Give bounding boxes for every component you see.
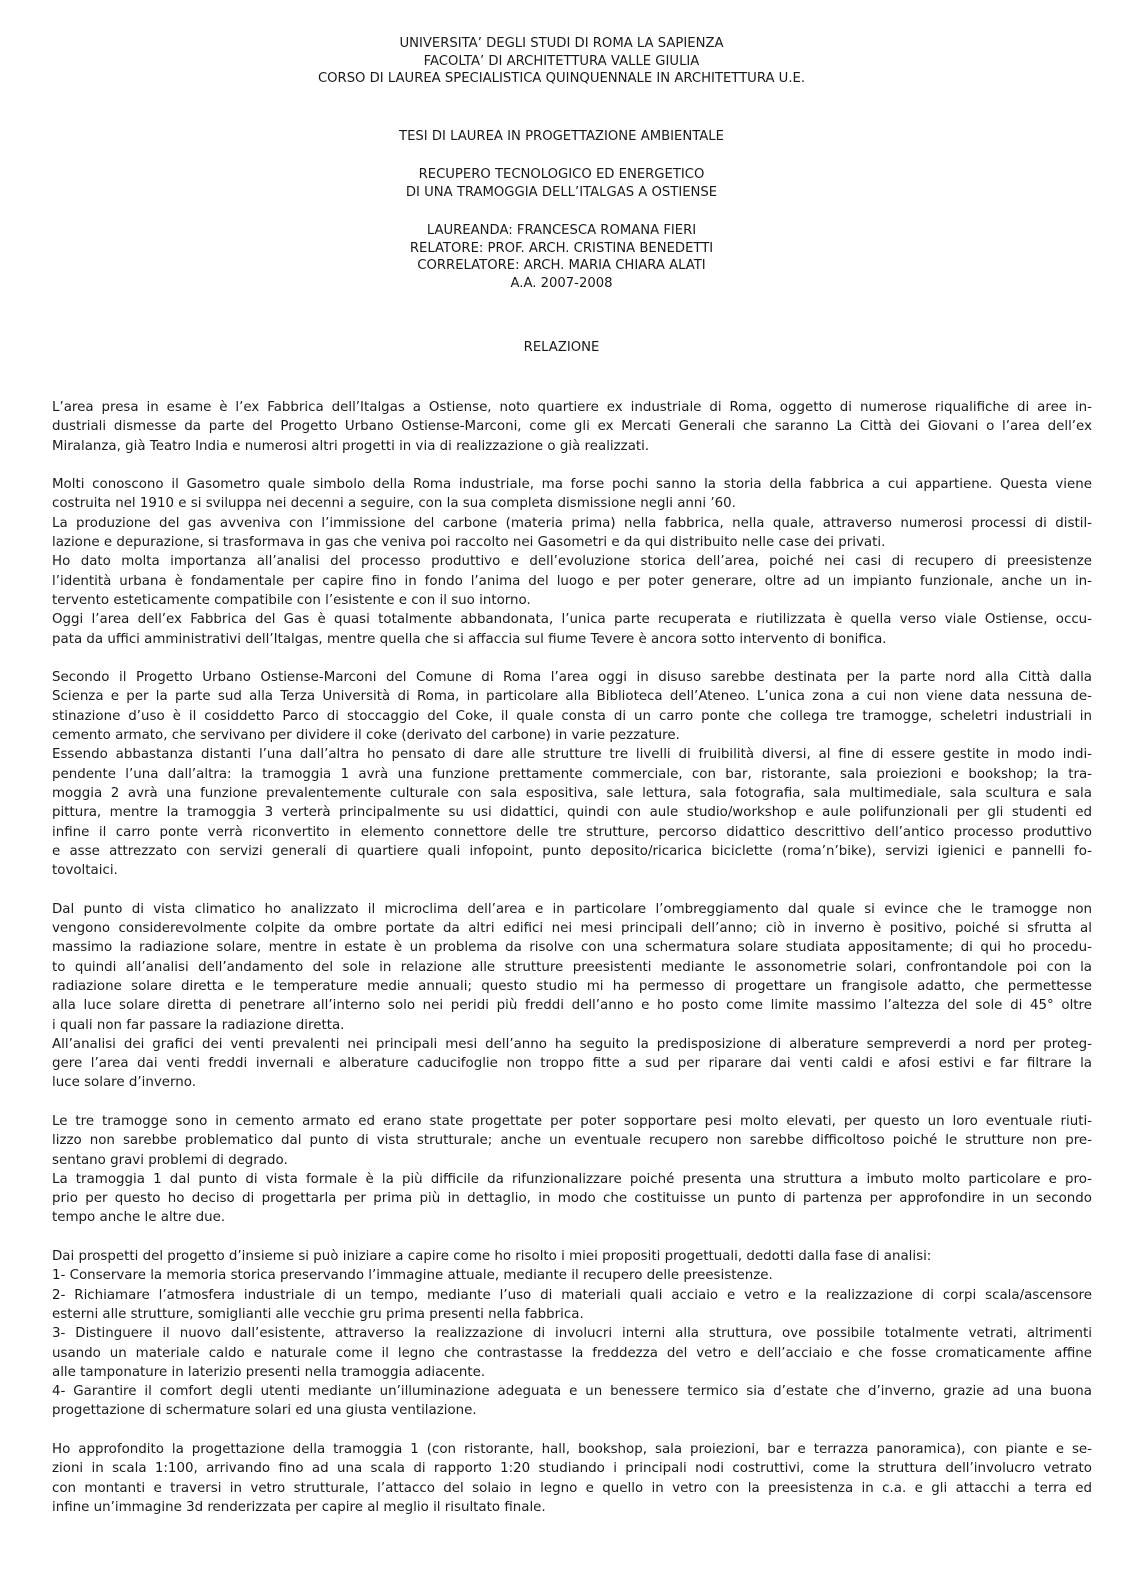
paragraph-line: lizzo non sarebbe problematico dal punto di vista strutturale; anche un eventuale recupero non sarebbe difficoltoso poiché le strutture non pre- xyxy=(52,1133,1092,1149)
paragraph-line: Ho dato molta importanza all’analisi del processo produttivo e dell’evoluzione storica dell’area, poiché nei casi di recupero di preesistenze xyxy=(52,554,1092,570)
report-body xyxy=(52,398,1092,1537)
paragraph xyxy=(52,1247,1092,1421)
paragraph-line: pittura, mentre la tramoggia 3 verterà principalmente su usi didattici, quindi con aule studio/workshop e aule polifunzionali per gli studenti ed xyxy=(52,805,1092,821)
faculty-name: FACOLTA’ DI ARCHITETTURA VALLE GIULIA xyxy=(423,53,700,69)
paragraph-line: infine un’immagine 3d renderizzata per capire al meglio il risultato finale. xyxy=(52,1499,546,1515)
student-name: LAUREANDA: FRANCESCA ROMANA FIERI xyxy=(426,223,697,238)
thesis-type-block xyxy=(0,128,1123,146)
paragraph-line: Ho approfondito la progettazione della tramoggia 1 (con ristorante, hall, bookshop, sala proiezioni, bar e terrazza panoramica), con piante e se- xyxy=(52,1442,1092,1458)
co-supervisor-name: CORRELATORE: ARCH. MARIA CHIARA ALATI xyxy=(417,258,706,273)
paragraph-line: pata da uffici amministrativi dell’Italgas, mentre quella che si affaccia sul fiume Tevere è ancora sotto intervento di bonifica. xyxy=(52,631,887,647)
paragraph-line: stinazione d’uso è il cosiddetto Parco di stoccaggio del Coke, il quale consta di un carro ponte che collega tre tramogge, scheletri industriali in xyxy=(52,708,1092,724)
paragraph-line: Le tre tramogge sono in cemento armato ed erano state progettate per poter sopportare pesi molto elevati, per questo un loro eventuale riuti- xyxy=(52,1113,1092,1129)
thesis-title-block xyxy=(0,166,1123,201)
paragraph xyxy=(52,475,1092,649)
paragraph-line: e asse attrezzato con servizi generali di quartiere quali infopoint, punto deposito/ricarica biciclette (roma’n’bike), servizi igienici e pannelli fo- xyxy=(52,843,1092,859)
paragraph xyxy=(52,900,1092,1093)
paragraph-line: pendente l’una dall’altra: la tramoggia 1 avrà una funzione prettamente commerciale, con bar, ristorante, sala proiezioni e bookshop; la tra- xyxy=(52,766,1092,782)
paragraph-line: i quali non far passare la radiazione diretta. xyxy=(52,1017,345,1033)
paragraph-line: dustriali dismesse da parte del Progetto Urbano Ostiense-Marconi, come gli ex Mercati Generali che saranno La Città dei Giovani o l’area dell’ex xyxy=(52,419,1092,435)
paragraph-line: vengono considerevolmente colpite da ombre portate da altri edifici nei mesi principali dell’anno; ciò in inverno è positivo, poiché si sfrutta al xyxy=(52,921,1092,937)
paragraph-line: Dal punto di vista climatico ho analizzato il microclima dell’area e in particolare l’ombreggiamento dal quale si evince che le tramogge non xyxy=(52,901,1092,917)
paragraph-line: usando un materiale caldo e naturale come il legno che contrastasse la freddezza del vetro e dell’acciaio e che fosse cromaticamente affine xyxy=(52,1345,1092,1361)
paragraph-line: tempo anche le altre due. xyxy=(52,1210,226,1226)
paragraph-line: 2- Richiamare l’atmosfera industriale di un tempo, mediante l’uso di materiali quali acciaio e vetro e la realizzazione di corpi scala/ascensore xyxy=(52,1287,1092,1303)
paragraph-line: 1- Conservare la memoria storica preservando l’immagine attuale, mediante il recupero delle preesistenze. xyxy=(52,1268,773,1284)
paragraph-line: Secondo il Progetto Urbano Ostiense-Marconi del Comune di Roma l’area oggi in disuso sarebbe destinata per la parte nord alla Città dalla xyxy=(52,670,1092,686)
paragraph-line: progettazione di schermature solari ed una giusta ventilazione. xyxy=(52,1403,477,1419)
paragraph-line: alla luce solare diretta di penetrare all’interno solo nei peridi più freddi dell’anno e ho posto come limite massimo l’altezza del sole di 45° oltre xyxy=(52,998,1092,1014)
section-heading-block xyxy=(0,339,1123,357)
paragraph xyxy=(52,1440,1092,1517)
paragraph-line: tervento esteticamente compatibile con l’esistente e con il suo intorno. xyxy=(52,592,531,608)
paragraph-line: zioni in scala 1:100, arrivando fino ad una scala di rapporto 1:20 studiando i principali nodi costruttivi, come la struttura dell’involucro vetrato xyxy=(52,1461,1092,1477)
thesis-type: TESI DI LAUREA IN PROGETTAZIONE AMBIENTALE xyxy=(399,129,724,144)
paragraph-line: Essendo abbastanza distanti l’una dall’altra ho pensato di dare alle strutture tre livelli di fruibilità diversi, al fine di essere gestite in modo indi- xyxy=(52,747,1092,763)
paragraph-line: La produzione del gas avveniva con l’immissione del carbone (materia prima) nella fabbrica, nella quale, attraverso numerosi processi di distil- xyxy=(52,515,1092,531)
paragraph-line: All’analisi dei grafici dei venti prevalenti nei principali mesi dell’anno ha seguito la predisposizione di alberature sempreverdi a nord per proteg- xyxy=(52,1036,1092,1052)
paragraph-line: luce solare d’inverno. xyxy=(52,1075,196,1091)
paragraph-line: 4- Garantire il comfort degli utenti mediante un’illuminazione adeguata e un benessere termico sia d’estate che d’inverno, grazie ad una buona xyxy=(52,1384,1092,1400)
academic-year: A.A. 2007-2008 xyxy=(510,275,613,291)
paragraph-line: moggia 2 avrà una funzione prevalentemente culturale con sala espositiva, sale lettura, sala fotografia, sala multimediale, sala scultura e sala xyxy=(52,785,1092,801)
paragraph-line: prio per questo ho deciso di progettarla per prima più in dettaglio, in modo che costituisse un punto di partenza per approfondire in un secondo xyxy=(52,1191,1092,1207)
paragraph-line: con montanti e traversi in vetro strutturale, l’attacco del solaio in legno e quello in vetro con la preesistenza in c.a. e gli attacchi a terra ed xyxy=(52,1480,1092,1496)
paragraph-line: Molti conoscono il Gasometro quale simbolo della Roma industriale, ma forse pochi sanno la storia della fabbrica a cui appartiene. Questa viene xyxy=(52,477,1092,493)
paragraph-line: sentano gravi problemi di degrado. xyxy=(52,1152,288,1168)
paragraph-line: Miralanza, già Teatro India e numerosi altri progetti in via di realizzazione o già realizzati. xyxy=(52,438,650,454)
thesis-title-line: RECUPERO TECNOLOGICO ED ENERGETICO xyxy=(418,167,705,182)
paragraph-line: gere l’area dai venti freddi invernali e alberature caducifoglie non troppo fitte a sud per riparare dai venti caldi e afosi estivi e far filtrare la xyxy=(52,1056,1092,1072)
paragraph xyxy=(52,668,1092,880)
paragraph-line: L’area presa in esame è l’ex Fabbrica dell’Italgas a Ostiense, noto quartiere ex industriale di Roma, oggetto di numerose riqualifiche di aree in- xyxy=(52,400,1092,415)
paragraph-line: Dai prospetti del progetto d’insieme si può iniziare a capire come ho risolto i miei propositi progettuali, dedotti dalla fase di analisi: xyxy=(52,1249,932,1265)
paragraph-line: costruita nel 1910 e si sviluppa nei decenni a seguire, con la sua completa dismissione negli anni ’60. xyxy=(52,496,736,512)
paragraph xyxy=(52,1112,1092,1228)
thesis-title-line: DI UNA TRAMOGGIA DELL’ITALGAS A OSTIENSE xyxy=(405,184,718,200)
paragraph-line: esterni alle strutture, somiglianti alle vecchie gru prima presenti nella fabbrica. xyxy=(52,1306,584,1322)
paragraph-line: radiazione solare diretta e le temperature medie annuali; questo studio mi ha permesso di progettare un frangisole adatto, che permettesse xyxy=(52,978,1092,994)
section-title: RELAZIONE xyxy=(523,340,600,355)
paragraph-line: l’identità urbana è fondamentale per capire fino in fondo l’anima del luogo e per poter generare, oltre ad un impianto funzionale, anche un in- xyxy=(52,573,1092,589)
institution-block xyxy=(0,35,1123,88)
paragraph-line: massimo la radiazione solare, mentre in estate è un problema da risolve con una schermatura solare studiata appositamente; di qui ho procedu- xyxy=(52,940,1092,956)
credits-block xyxy=(0,222,1123,292)
paragraph-line: 3- Distinguere il nuovo dall’esistente, attraverso la realizzazione di involucri interni alla struttura, ove possibile totalmente vetrati, altrimenti xyxy=(52,1326,1092,1342)
paragraph-line: La tramoggia 1 dal punto di vista formale è la più difficile da rifunzionalizzare poiché presenta una struttura a imbuto molto particolare e pro- xyxy=(52,1171,1092,1187)
supervisor-name: RELATORE: PROF. ARCH. CRISTINA BENEDETTI xyxy=(409,240,714,256)
paragraph-line: Scienza e per la parte sud alla Terza Università di Roma, in particolare alla Biblioteca dell’Ateneo. L’unica zona a cui non viene data nessuna de- xyxy=(52,689,1092,705)
paragraph-line: infine il carro ponte verrà riconvertito in elemento connettore delle tre strutture, percorso didattico descrittivo dell’antico processo produttivo xyxy=(52,824,1092,840)
paragraph-line: cemento armato, che servivano per dividere il coke (derivato del carbone) in varie pezzature. xyxy=(52,728,680,744)
paragraph xyxy=(52,398,1092,456)
paragraph-line: lazione e depurazione, si trasformava in gas che veniva poi raccolto nei Gasometri e da qui distribuito nelle case dei privati. xyxy=(52,535,886,551)
paragraph-line: Oggi l’area dell’ex Fabbrica del Gas è quasi totalmente abbandonata, l’unica parte recuperata e riutilizzata è quella verso viale Ostiense, occu- xyxy=(52,612,1092,628)
paragraph-line: to quindi all’analisi dell’andamento del sole in relazione alle strutture preesistenti mediante le assonometrie solari, confrontandole poi con la xyxy=(52,959,1092,975)
paragraph-line: alle tamponature in laterizio presenti nella tramoggia adiacente. xyxy=(52,1364,486,1380)
paragraph-line: tovoltaici. xyxy=(52,863,118,879)
degree-course: CORSO DI LAUREA SPECIALISTICA QUINQUENNALE IN ARCHITETTURA U.E. xyxy=(317,71,806,86)
university-name: UNIVERSITA’ DEGLI STUDI DI ROMA LA SAPIENZA xyxy=(399,36,724,51)
